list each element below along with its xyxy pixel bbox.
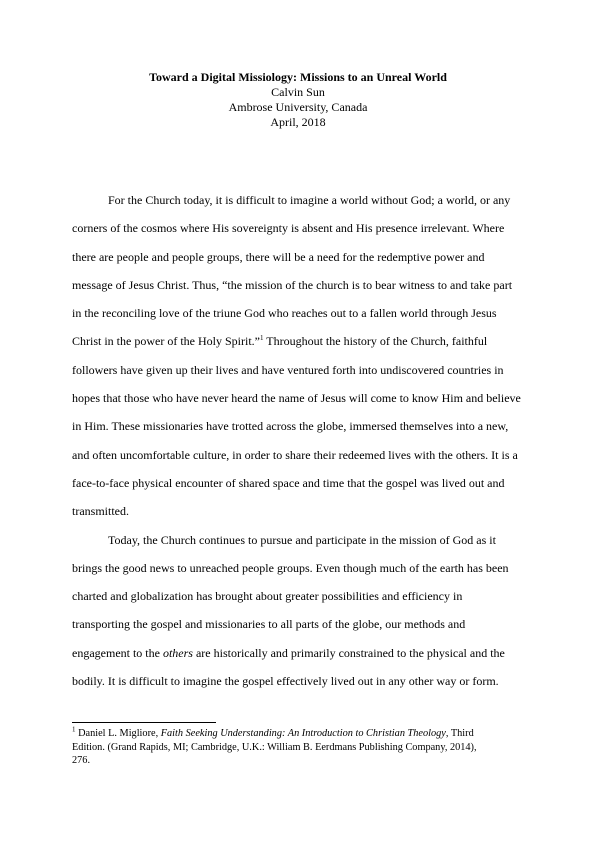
- text-line: transporting the gospel and missionaries to all parts of the globe, our methods and: [72, 617, 466, 632]
- paragraph-1: [72, 186, 525, 526]
- footnote-line: Edition. (Grand Rapids, MI; Cambridge, U.K.: William B. Eerdmans Publishing Company, 2014),: [72, 741, 477, 753]
- text-line: face-to-face physical encounter of shared space and time that the gospel was lived out and: [72, 475, 505, 490]
- text-line: there are people and people groups, there will be a need for the redemptive power and: [72, 249, 485, 264]
- text-line: in the reconciling love of the triune God who reaches out to a fallen world through Jesus: [72, 306, 497, 321]
- text-line: in Him. These missionaries have trotted across the globe, immersed themselves into a new,: [72, 419, 509, 434]
- text-line: bodily. It is difficult to imagine the gospel effectively lived out in any other way or form.: [72, 674, 499, 689]
- author-affiliation: Ambrose University, Canada: [228, 100, 368, 114]
- text-segment: , Third: [445, 728, 474, 739]
- text-segment: Christ in the power of the Holy Spirit.”: [72, 334, 260, 349]
- text-line: followers have given up their lives and have ventured forth into undiscovered countries in: [72, 362, 504, 377]
- footnote-number: 1: [72, 725, 76, 734]
- text-line-with-footnote: [72, 327, 525, 355]
- text-line: charted and globalization has brought about greater possibilities and efficiency in: [72, 589, 463, 604]
- paper-date: April, 2018: [270, 115, 326, 129]
- text-line: hopes that those who have never heard the name of Jesus will come to know Him and believe: [72, 391, 521, 406]
- paragraph-2: [72, 526, 525, 696]
- text-line: For the Church today, it is difficult to imagine a world without God; a world, or any: [108, 193, 511, 207]
- paper-header: [72, 70, 524, 130]
- body-text: [72, 186, 525, 695]
- text-line: corners of the cosmos where His sovereignty is absent and His presence irrelevant. Where: [72, 221, 505, 236]
- text-segment: are historically and primarily constrained to the physical and the: [192, 645, 505, 660]
- paper-title: Toward a Digital Missiology: Missions to an Unreal World: [149, 70, 447, 84]
- author-name: Calvin Sun: [271, 85, 325, 99]
- footnote: [72, 727, 525, 768]
- text-line-with-emphasis: [72, 639, 525, 667]
- text-line: brings the good news to unreached people groups. Even though much of the earth has been: [72, 560, 509, 575]
- text-segment: Throughout the history of the Church, faithful: [263, 334, 488, 349]
- text-line: Today, the Church continues to pursue and participate in the mission of God as it: [108, 532, 496, 547]
- text-line: transmitted.: [72, 504, 129, 519]
- footnote-line: 276.: [72, 755, 91, 767]
- text-segment: Daniel L. Migliore,: [75, 728, 161, 739]
- text-line: and often uncomfortable culture, in order to share their redeemed lives with the others. It is a: [72, 447, 518, 462]
- footnote-separator: [72, 722, 216, 723]
- emphasized-word: others: [162, 645, 193, 660]
- text-line: message of Jesus Christ. Thus, “the mission of the church is to bear witness to and take part: [72, 277, 513, 292]
- footnote-reference: 1: [259, 334, 264, 343]
- book-title: Faith Seeking Understanding: An Introduction to Christian Theology: [160, 728, 446, 739]
- text-segment: engagement to the: [72, 645, 163, 660]
- footnote-line: [72, 727, 525, 741]
